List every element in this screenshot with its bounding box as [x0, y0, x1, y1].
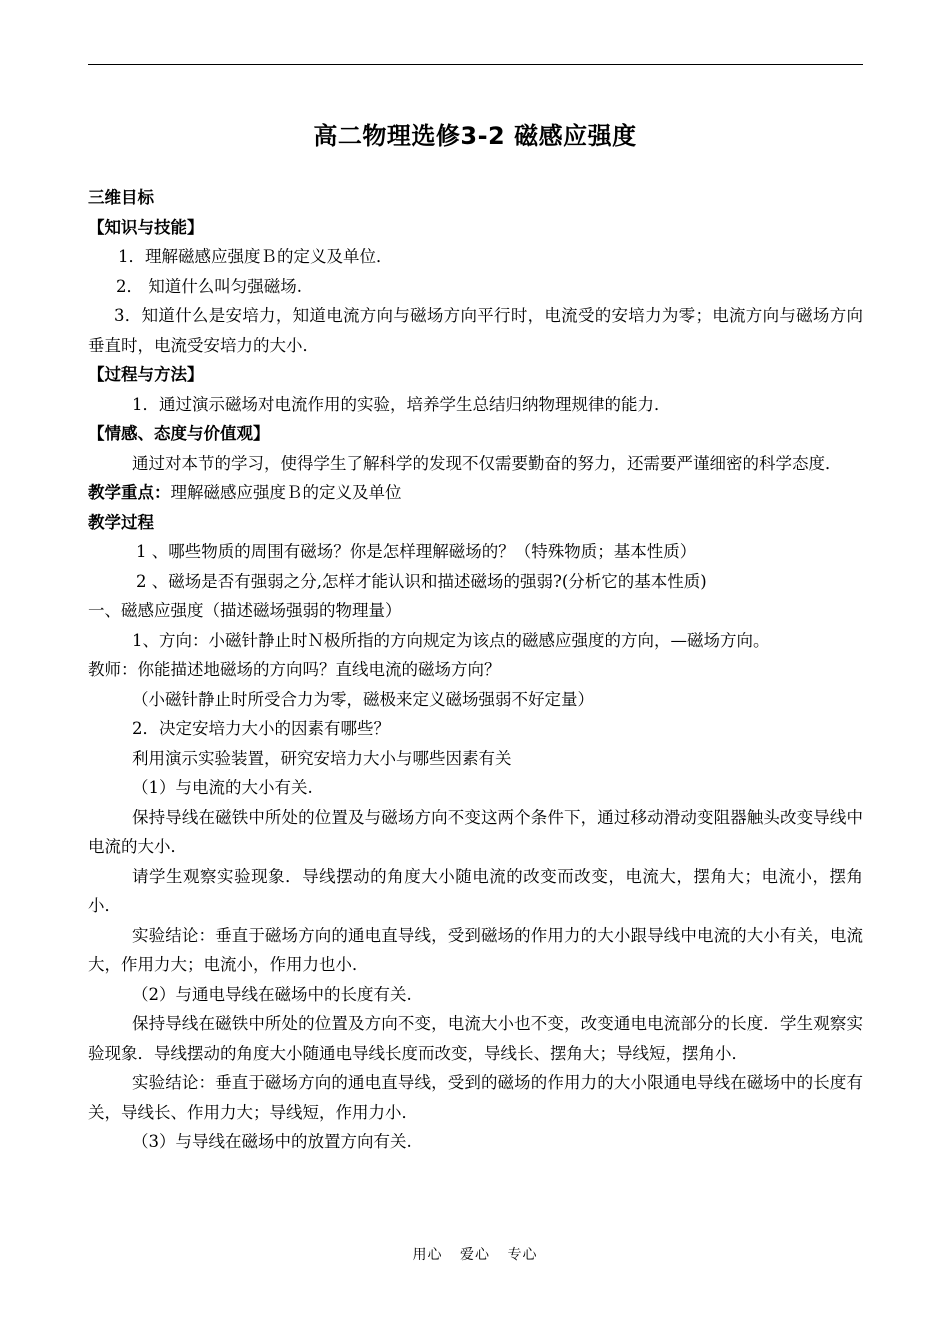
emotion-heading: 【情感、态度与价值观】	[88, 424, 270, 443]
direction-text: 1、方向：小磁针静止时Ｎ极所指的方向规定为该点的磁感应强度的方向，—磁场方向。	[132, 630, 770, 650]
process-item-1: 1．通过演示磁场对电流作用的实验，培养学生总结归纳物理规律的能力．	[132, 394, 671, 414]
knowledge-heading: 【知识与技能】	[88, 217, 204, 237]
question-2: 2 、磁场是否有强弱之分,怎样才能认识和描述磁场的强弱?(分析它的基本性质)	[136, 571, 707, 591]
page-footer	[0, 1245, 950, 1265]
document-body	[88, 183, 863, 1157]
goals-heading: 三维目标	[88, 188, 154, 207]
header-rule	[88, 64, 863, 65]
knowledge-item-1: 1．理解磁感应强度Ｂ的定义及单位．	[118, 247, 393, 266]
teacher-question: 教师：你能描述地磁场的方向吗？直线电流的磁场方向？	[88, 660, 501, 679]
factor-1-observation: 请学生观察实验现象．导线摆动的角度大小随电流的改变而改变，电流大，摆角大；电流小，摆角小．	[88, 866, 863, 915]
note-text: （小磁针静止时所受合力为零，磁极来定义磁场强弱不好定量）	[132, 689, 594, 709]
process-method-heading: 【过程与方法】	[88, 365, 204, 384]
key-point	[88, 478, 863, 508]
part-one-heading: 一、磁感应强度（描述磁场强弱的物理量）	[88, 601, 402, 620]
footer-word-1: 用心	[412, 1247, 443, 1263]
factor-1-heading: （1）与电流的大小有关.	[132, 778, 313, 797]
factor-3-heading: （3）与导线在磁场中的放置方向有关.	[132, 1132, 412, 1151]
knowledge-item-3: 3．知道什么是安培力，知道电流方向与磁场方向平行时，电流受的安培力为零；电流方向与磁场方向垂直时，电流受安培力的大小．	[88, 306, 863, 355]
factor-1-conclusion: 实验结论：垂直于磁场方向的通电直导线，受到磁场的作用力的大小跟导线中电流的大小有关，电流大，作用力大；电流小，作用力也小．	[88, 925, 863, 974]
factor-2-conclusion: 实验结论：垂直于磁场方向的通电直导线，受到的磁场的作用力的大小限通电导线在磁场中的长度有关，导线长、作用力大；导线短，作用力小．	[88, 1073, 863, 1122]
factor-2-heading: （2）与通电导线在磁场中的长度有关.	[132, 984, 412, 1004]
footer-word-2: 爱心	[460, 1247, 490, 1263]
teaching-process-heading: 教学过程	[88, 512, 154, 532]
key-point-label: 教学重点：	[88, 483, 171, 502]
factor-1-method: 保持导线在磁铁中所处的位置及与磁场方向不变这两个条件下，通过移动滑动变阻器触头改变导线中电流的大小．	[88, 807, 863, 856]
emotion-text: 通过对本节的学习，使得学生了解科学的发现不仅需要勤奋的努力，还需要严谨细密的科学态度．	[132, 453, 842, 473]
factors-question: 2．决定安培力大小的因素有哪些？	[132, 719, 390, 738]
key-point-text: 理解磁感应强度Ｂ的定义及单位	[170, 483, 402, 502]
footer-word-3: 专心	[507, 1247, 538, 1263]
knowledge-item-2: 2． 知道什么叫匀强磁场.	[116, 276, 302, 296]
page-title: 高二物理选修3-2 磁感应强度	[313, 122, 637, 150]
experiment-intro: 利用演示实验装置，研究安培力大小与哪些因素有关	[132, 748, 512, 768]
factor-2-method: 保持导线在磁铁中所处的位置及方向不变，电流大小也不变，改变通电电流部分的长度．学生观察实验现象．导线摆动的角度大小随通电导线长度而改变，导线长、摆角大；导线短，摆角小．	[88, 1014, 863, 1063]
question-1: 1 、哪些物质的周围有磁场？你是怎样理解磁场的？（特殊物质；基本性质）	[136, 542, 697, 561]
